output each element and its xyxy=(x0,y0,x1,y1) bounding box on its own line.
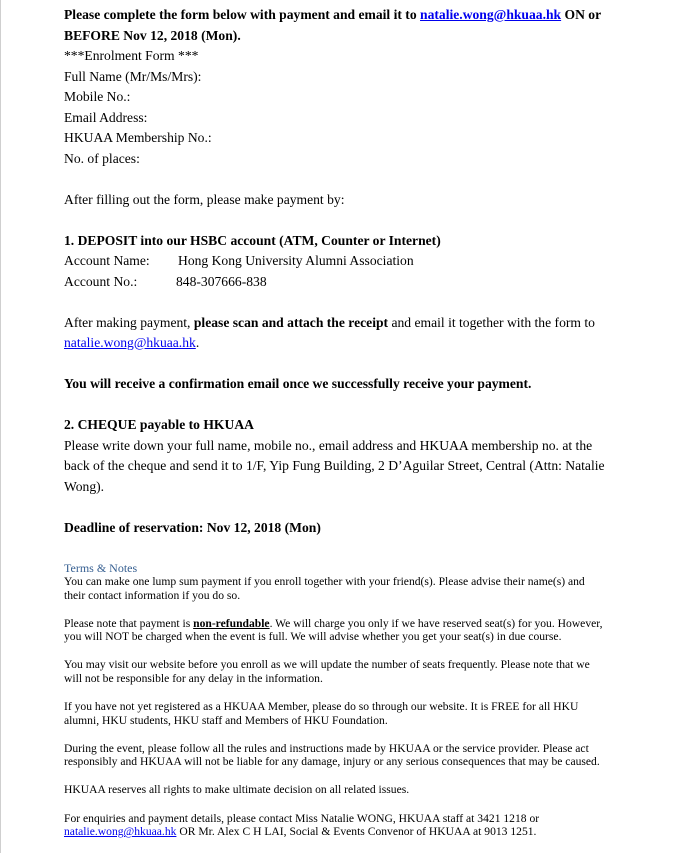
refund-text-end: . We will charge you only if we have reserved seat(s) for you. However, xyxy=(269,616,603,630)
intro-line-1 xyxy=(64,5,624,26)
contact-text: OR Mr. Alex C H LAI, Social & Events Convenor of HKUAA at 9013 1251. xyxy=(176,825,537,839)
form-field-email: Email Address: xyxy=(64,109,148,125)
terms-p5-l2: responsibly and HKUAA will not be liable for any damage, injury or any serious consequences that may be caused. xyxy=(64,755,600,769)
intro-text-end: ON or xyxy=(561,7,602,22)
refund-text: Please note that payment is xyxy=(64,616,194,630)
terms-p4-l2: alumni, HKU students, HKU staff and Members of HKU Foundation. xyxy=(64,713,388,727)
terms-heading: Terms & Notes xyxy=(64,561,138,575)
email-link-2[interactable]: natalie.wong@hkuaa.hk xyxy=(64,335,196,350)
after-payment-line-2 xyxy=(64,333,624,354)
email-link[interactable]: natalie.wong@hkuaa.hk xyxy=(420,7,562,22)
after-payment-period: . xyxy=(195,335,200,350)
terms-p2-l1 xyxy=(64,617,624,631)
terms-p7-l2 xyxy=(64,825,624,839)
confirmation-note: You will receive a confirmation email once we successfully receive your payment. xyxy=(64,376,532,391)
intro-text: Please complete the form below with payment and email it to xyxy=(64,7,421,22)
form-title: ***Enrolment Form *** xyxy=(64,48,199,63)
cheque-heading: 2. CHEQUE payable to HKUAA xyxy=(64,417,254,432)
account-no-label: Account No.: xyxy=(64,273,138,289)
non-refundable-emphasis: non-refundable xyxy=(193,616,270,630)
terms-p1-l1: You can make one lump sum payment if you enroll together with your friend(s). Please advise their name(s) and xyxy=(64,575,585,588)
deposit-heading: 1. DEPOSIT into our HSBC account (ATM, Counter or Internet) xyxy=(64,232,441,248)
terms-p3-l2: will not be responsible for any delay in the information. xyxy=(64,671,323,685)
form-field-full-name: Full Name (Mr/Ms/Mrs): xyxy=(64,68,202,84)
deadline: Deadline of reservation: Nov 12, 2018 (Mon) xyxy=(64,519,321,535)
scan-receipt-emphasis: please scan and attach the receipt xyxy=(193,314,389,330)
cheque-line-3: Wong). xyxy=(64,478,105,494)
intro-line-2: BEFORE Nov 12, 2018 (Mon). xyxy=(64,27,241,43)
terms-p7-l1: For enquiries and payment details, please contact Miss Natalie WONG, HKUAA staff at 3421 1218 or xyxy=(64,811,540,825)
terms-p6: HKUAA reserves all rights to make ultimate decision on all related issues. xyxy=(64,783,410,797)
cheque-line-2: back of the cheque and send it to 1/F, Yip Fung Building, 2 D’Aguilar Street, Central (Attn: Natalie xyxy=(64,458,605,473)
payment-intro: After filling out the form, please make payment by: xyxy=(64,191,345,207)
account-no-value: 848-307666-838 xyxy=(176,273,267,289)
terms-p1-l2: their contact information if you do so. xyxy=(64,588,241,602)
email-link-3[interactable]: natalie.wong@hkuaa.hk xyxy=(64,825,177,839)
after-payment-text-end: and email it together with the form to xyxy=(388,314,595,330)
account-name-label: Account Name: xyxy=(64,253,150,268)
form-field-places: No. of places: xyxy=(64,150,140,166)
account-name-row xyxy=(64,251,624,272)
terms-p3-l1: You may visit our website before you enroll as we will update the number of seats frequently. Please note that we xyxy=(64,658,590,672)
after-payment-line-1 xyxy=(64,313,624,334)
cheque-line-1: Please write down your full name, mobile no., email address and HKUAA membership no. at the xyxy=(64,437,593,453)
account-no-row xyxy=(64,272,624,293)
account-name-value: Hong Kong University Alumni Association xyxy=(178,253,414,268)
document-content xyxy=(64,5,624,839)
terms-p2-l2: you will NOT be charged when the event is full. We will advise whether you get your seat(s) in due course. xyxy=(64,630,562,644)
after-payment-text: After making payment, xyxy=(64,314,194,330)
form-field-membership: HKUAA Membership No.: xyxy=(64,130,212,145)
terms-p4-l1: If you have not yet registered as a HKUAA Member, please do so through our website. It is FREE for all HKU xyxy=(64,700,579,714)
form-field-mobile: Mobile No.: xyxy=(64,89,131,104)
terms-p5-l1: During the event, please follow all the rules and instructions made by HKUAA or the service provider. Please act xyxy=(64,741,589,755)
